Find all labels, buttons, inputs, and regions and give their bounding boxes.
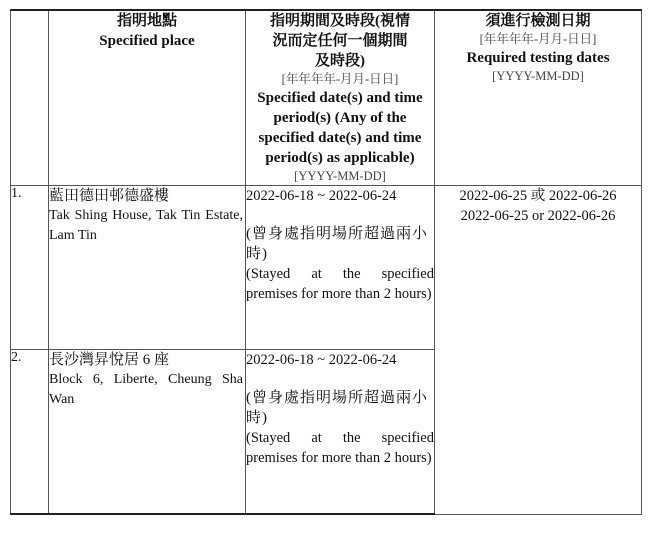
header-test-format-en: [YYYY-MM-DD] xyxy=(492,69,584,83)
date-range: 2022-06-18 ~ 2022-06-24 xyxy=(246,188,397,204)
header-period-format-en: [YYYY-MM-DD] xyxy=(294,169,386,183)
date-range: 2022-06-18 ~ 2022-06-24 xyxy=(246,352,397,368)
testing-dates-en: 2022-06-25 or 2022-06-26 xyxy=(460,208,616,224)
place-zh: 藍田德田邨德盛樓 xyxy=(49,188,170,204)
header-test-en: Required testing dates xyxy=(466,50,610,66)
testing-dates-zh: 2022-06-25 或 2022-06-26 xyxy=(459,188,617,204)
header-period-format-zh: [年年年年-月月-日日] xyxy=(281,72,399,86)
place-cell xyxy=(49,186,246,350)
notice-table xyxy=(10,9,642,515)
testing-dates-cell xyxy=(435,186,642,515)
header-period-zh: 指明期間及時段(視情況而定任何一個期間及時段) xyxy=(270,13,410,69)
header-test-cell xyxy=(435,10,642,186)
note-zh: (曾身處指明場所超過兩小時) xyxy=(246,390,428,426)
header-test-zh: 須進行檢測日期 xyxy=(485,13,591,29)
period-cell xyxy=(246,186,435,350)
note-en: (Stayed at the specified premises for more than 2 hours) xyxy=(246,430,434,466)
place-zh: 長沙灣昇悅居 6 座 xyxy=(49,352,170,368)
table-row xyxy=(11,186,642,350)
header-place-cell xyxy=(49,10,246,186)
header-period-cell xyxy=(246,10,435,186)
header-test-format-zh: [年年年年-月月-日日] xyxy=(479,32,597,46)
period-cell xyxy=(246,350,435,515)
place-en: Tak Shing House, Tak Tin Estate, Lam Tin xyxy=(49,208,243,243)
note-en: (Stayed at the specified premises for more than 2 hours) xyxy=(246,266,434,302)
header-row xyxy=(11,10,642,186)
row-number: 2. xyxy=(11,350,49,515)
header-period-en: Specified date(s) and time period(s) (Any of the specified date(s) and time period(s) as applicable) xyxy=(257,90,423,166)
header-number-cell xyxy=(11,10,49,186)
place-en: Block 6, Liberte, Cheung Sha Wan xyxy=(49,372,243,407)
header-place-zh: 指明地點 xyxy=(116,13,177,29)
header-place-en: Specified place xyxy=(99,33,195,49)
place-cell xyxy=(49,350,246,515)
row-number: 1. xyxy=(11,186,49,350)
note-zh: (曾身處指明場所超過兩小時) xyxy=(246,226,428,262)
